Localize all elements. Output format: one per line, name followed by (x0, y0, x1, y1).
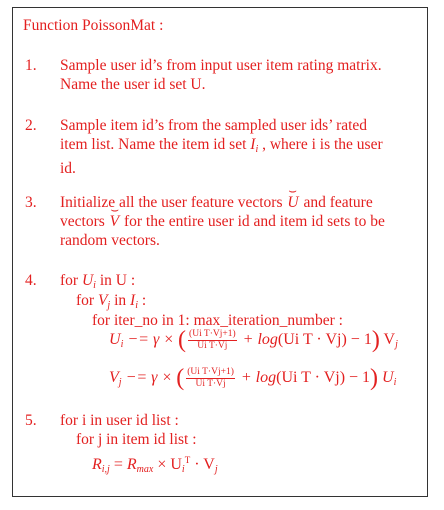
for-loop-iterations: for iter_no in 1: max_iteration_number : (92, 312, 343, 329)
step-number: 2. (25, 117, 37, 134)
step-number: 1. (25, 57, 37, 74)
for-loop-user-list: for i in user id list : (60, 412, 179, 429)
algorithm-title: Function PoissonMat : (23, 17, 164, 34)
step-line: Initialize all the user feature vectors ⌢ U and feature (60, 193, 419, 212)
step-line: random vectors. (60, 232, 160, 249)
item-feature-hat-symbol: ⌢ V (109, 212, 120, 231)
step-number: 5. (25, 412, 37, 429)
step-line: id. (60, 160, 76, 177)
user-feature-hat-symbol: ⌢ U (286, 193, 299, 212)
update-equation-user: $U_i -= \gamma$ × ( $\frac{\text{(Ui T·Vj+1)}}{\text{Ui T·Vj}}$ + log(Ui T · Vj) − 1) $V_j$ (109, 327, 398, 353)
item-set-symbol: I (250, 136, 256, 153)
fraction: $\frac{\text{(Ui T·Vj+1)}}{\text{Ui T·Vj}}$ (189, 329, 236, 351)
step-line: Name the user id set U. (60, 76, 206, 93)
algorithm-box (12, 7, 428, 497)
for-loop-item-list: for j in item id list : (76, 431, 197, 448)
rating-equation: $R_{i,j} = R_{max} \times U_i^T \cdot V_j$ (92, 455, 218, 475)
step-line: Sample item id’s from the sampled user ids’ rated (60, 117, 368, 134)
step-number: 4. (25, 272, 37, 289)
update-equation-item: $V_j -= \gamma$ × ( $\frac{\text{(Ui T·Vj+1)}}{\text{Ui T·Vj}}$ + log(Ui T · Vj) − 1) $U_i$ (109, 365, 397, 391)
for-loop-items: for $V_j$ in $I_i$ : (76, 292, 147, 311)
step-line: Sample user id’s from input user item rating matrix. (60, 57, 382, 74)
step-line: item list. Name the item id set $I_i$ , where i is the user (60, 136, 383, 155)
step-line: vectors ⌢ V for the entire user id and item id sets to be (60, 212, 419, 231)
for-loop-users: for $U_i$ in U : (60, 272, 136, 291)
fraction: $\frac{\text{(Ui T·Vj+1)}}{\text{Ui T·Vj}}$ (187, 367, 234, 389)
step-number: 3. (25, 194, 37, 211)
